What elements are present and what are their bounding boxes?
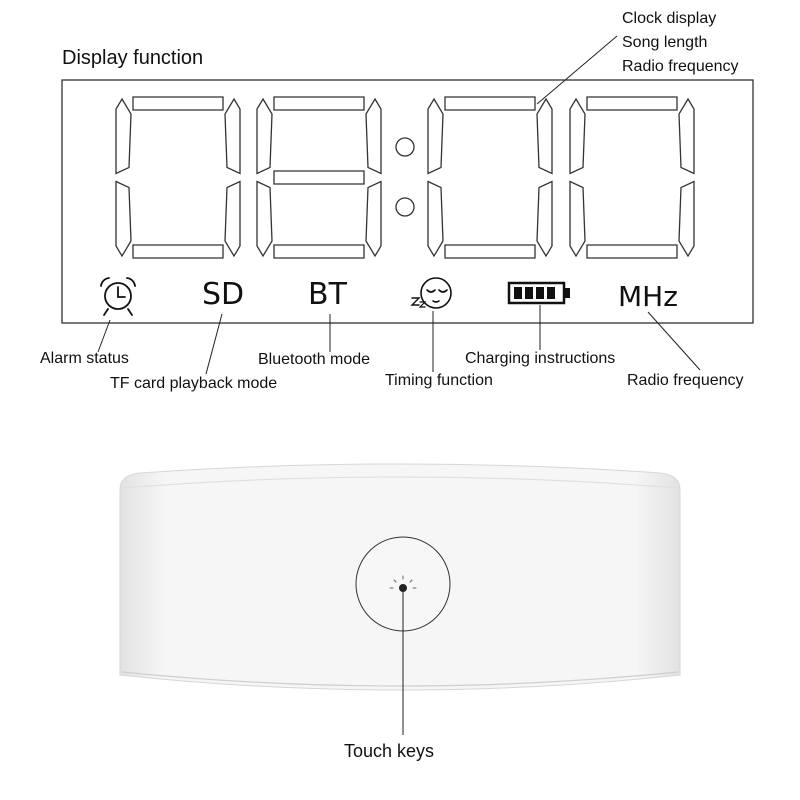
digit-3-segment-c	[537, 182, 552, 257]
digit-1-segment-e	[116, 182, 131, 257]
digit-2-segment-g	[274, 171, 364, 184]
digit-1-segment-f	[116, 99, 131, 174]
digit-2-segment-c	[366, 182, 381, 257]
digit-2-segment-b	[366, 99, 381, 174]
digit-4-segment-f	[570, 99, 585, 174]
digit-1-segment-b	[225, 99, 240, 174]
digit-3-segment-d	[445, 245, 535, 258]
digit-3-segment-a	[445, 97, 535, 110]
label-tf-card-mode: TF card playback mode	[110, 375, 278, 392]
digit-4-segment-a	[587, 97, 677, 110]
seven-segment-digits	[116, 97, 694, 258]
label-radio-frequency: Radio frequency	[627, 372, 744, 389]
page-title: Display function	[62, 47, 204, 69]
battery-icon	[509, 283, 570, 303]
label-touch-keys: Touch keys	[344, 741, 435, 761]
label-bluetooth-mode: Bluetooth mode	[258, 351, 371, 368]
label-timing-function: Timing function	[385, 372, 493, 389]
indicator-mhz: MHz	[618, 280, 678, 313]
digit-4-segment-e	[570, 182, 585, 257]
digit-2-segment-a	[274, 97, 364, 110]
digit-3-segment-f	[428, 99, 443, 174]
label-clock-display: Clock display	[622, 10, 717, 27]
label-radio-frequency-top: Radio frequency	[622, 58, 739, 75]
colon-dot-lower	[396, 198, 414, 216]
digit-4-segment-c	[679, 182, 694, 257]
digit-4-segment-d	[587, 245, 677, 258]
digit-3-segment-e	[428, 182, 443, 257]
digit-1-segment-c	[225, 182, 240, 257]
digit-2-segment-f	[257, 99, 272, 174]
sleep-face-icon	[412, 278, 451, 308]
digit-2-segment-d	[274, 245, 364, 258]
colon-dot-upper	[396, 138, 414, 156]
digit-1-segment-d	[133, 245, 223, 258]
indicator-bt: BT	[308, 277, 347, 312]
label-charging-instructions: Charging instructions	[465, 350, 616, 367]
digit-2-segment-e	[257, 182, 272, 257]
indicator-sd: SD	[202, 277, 245, 312]
digit-3-segment-b	[537, 99, 552, 174]
digit-4-segment-b	[679, 99, 694, 174]
alarm-clock-icon	[101, 278, 135, 315]
label-song-length: Song length	[622, 34, 708, 51]
label-alarm-status: Alarm status	[40, 350, 129, 367]
digit-1-segment-a	[133, 97, 223, 110]
